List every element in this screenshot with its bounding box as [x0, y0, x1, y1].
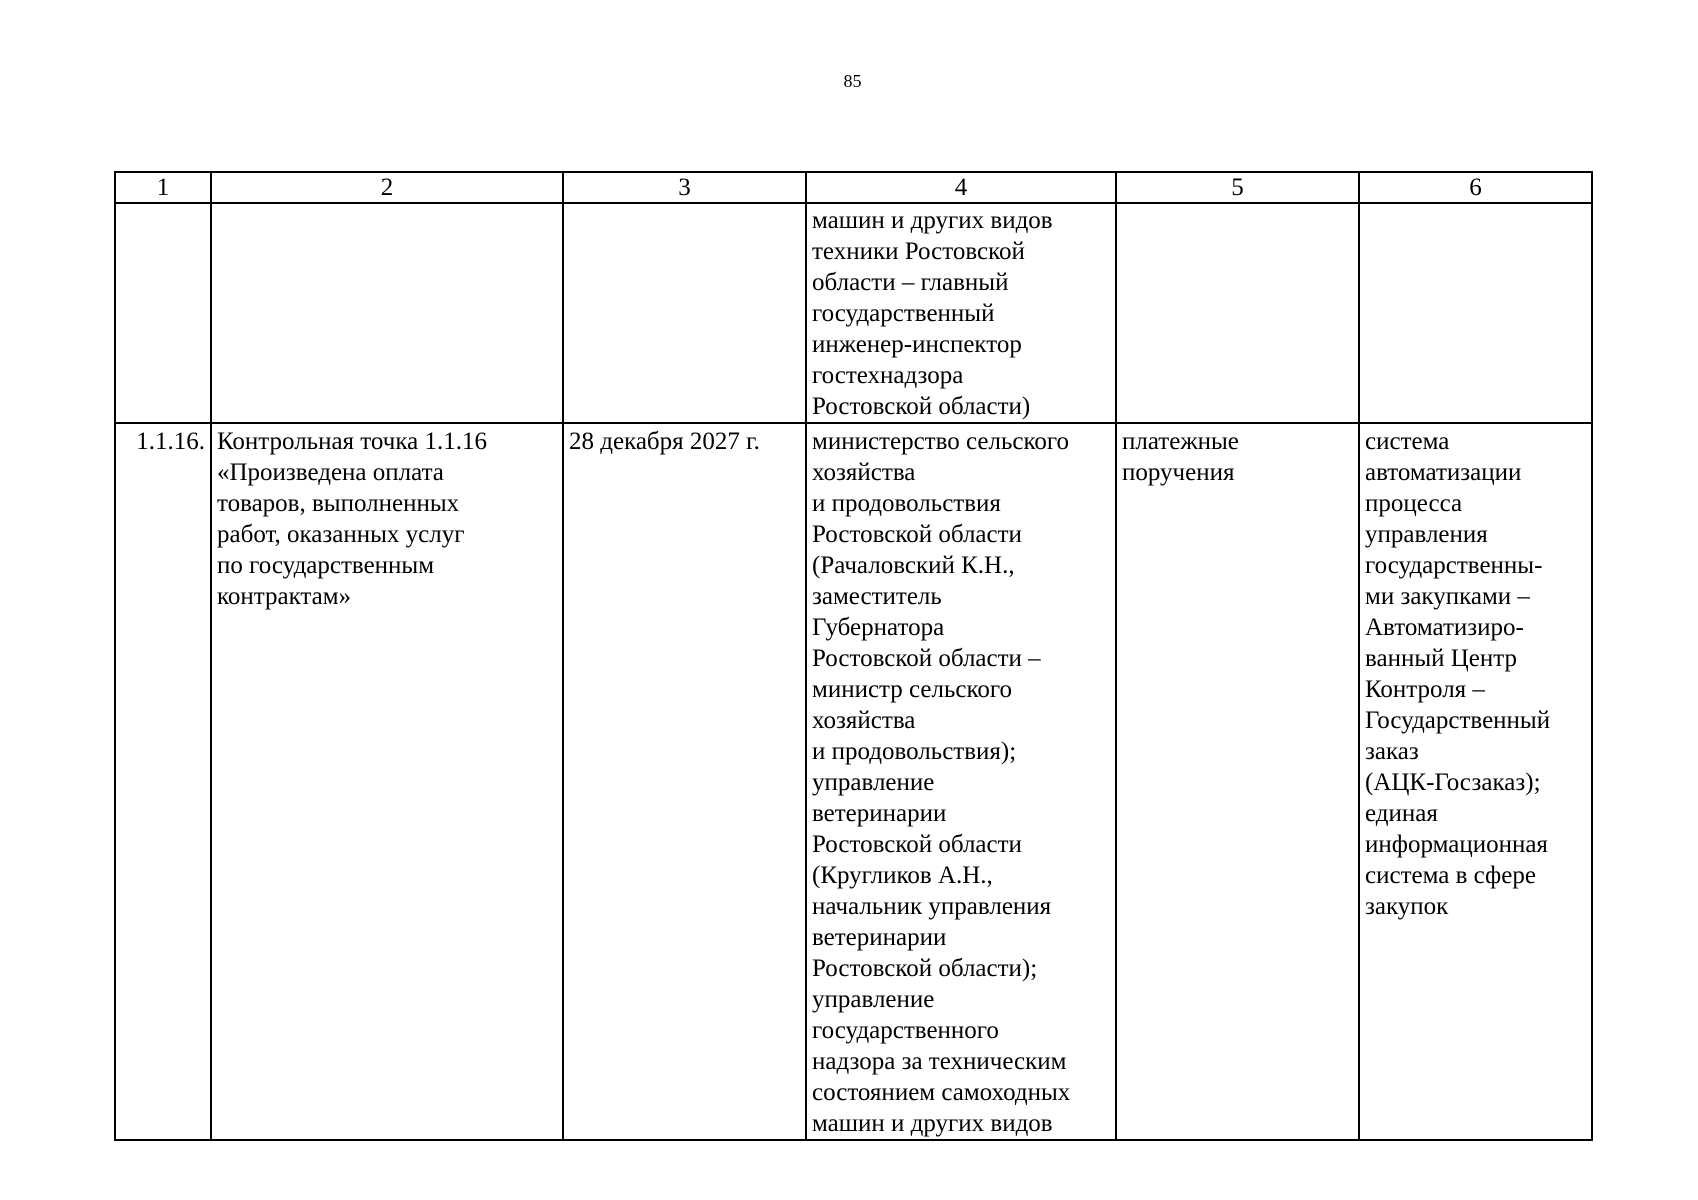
header-cell-2: 2: [211, 172, 563, 203]
cell-text-line: техники Ростовской: [812, 238, 1025, 265]
cell-text-line: процесса: [1365, 490, 1463, 517]
cell-text-line: министерство сельского: [812, 428, 1069, 455]
cell-text-line: начальник управления: [812, 893, 1052, 920]
cell-text-line: платежные: [1122, 428, 1239, 455]
cell-text-line: государственны-: [1365, 552, 1543, 579]
cell-text-line: министр сельского: [812, 676, 1013, 703]
header-cell-6: 6: [1359, 172, 1592, 203]
page-number: 85: [843, 71, 862, 91]
cont-cell-date: [563, 203, 806, 423]
cell-text-line: Государственный: [1365, 707, 1551, 734]
cell-text-line: (АЦК-Госзаказ);: [1365, 769, 1541, 796]
header-cell-1: 1: [115, 172, 211, 203]
cell-responsible: [806, 423, 1116, 1140]
cell-text-line: инженер-инспектор: [812, 331, 1022, 358]
cell-text-line: поручения: [1122, 459, 1235, 486]
table-row-continuation: [115, 203, 1592, 423]
cell-text-line: «Произведена оплата: [217, 459, 444, 486]
cell-text-line: хозяйства: [812, 707, 916, 734]
cont-cell-system: [1359, 203, 1592, 423]
cell-text-line: (Кругликов А.Н.,: [812, 862, 993, 889]
cell-date: [563, 423, 806, 1140]
cell-text-line: хозяйства: [812, 459, 916, 486]
cell-text-line: Ростовской области);: [812, 955, 1038, 982]
cell-text-line: Контрольная точка 1.1.16: [217, 428, 487, 455]
cell-text-line: государственный: [812, 300, 995, 327]
cell-text-line: и продовольствия: [812, 490, 1001, 517]
cell-text-line: система в сфере: [1365, 862, 1536, 889]
cell-text-line: Губернатора: [812, 614, 945, 641]
cell-text-line: Автоматизиро-: [1365, 614, 1524, 641]
table-header-row: [115, 172, 1592, 203]
cell-text-line: Ростовской области –: [812, 645, 1041, 672]
cell-text-line: управления: [1365, 521, 1488, 548]
cell-text-line: 1.1.16.: [136, 428, 205, 455]
cell-text-line: автоматизации: [1365, 459, 1522, 486]
cell-event: [211, 423, 563, 1140]
cell-text-line: ветеринарии: [812, 800, 947, 827]
plan-table: [114, 171, 1593, 1141]
cell-text-line: государственного: [812, 1017, 999, 1044]
cell-text-line: гостехнадзора: [812, 362, 964, 389]
cell-text-line: работ, оказанных услуг: [217, 521, 465, 548]
cell-text-line: машин и других видов: [812, 207, 1053, 234]
cell-text-line: ми закупками –: [1365, 583, 1530, 610]
cont-cell-responsible: [806, 203, 1116, 423]
cell-text-line: закупок: [1365, 893, 1449, 920]
cell-text-line: управление: [812, 769, 935, 796]
cell-text-line: 28 декабря 2027 г.: [569, 428, 760, 455]
table-row-1-1-16: [115, 423, 1592, 1140]
cell-system: [1359, 423, 1592, 1140]
cell-text-line: система: [1365, 428, 1450, 455]
cell-text-line: ванный Центр: [1365, 645, 1518, 672]
cell-text-line: заместитель: [812, 583, 942, 610]
cell-text-line: (Рачаловский К.Н.,: [812, 552, 1015, 579]
cell-text-line: Контроля –: [1365, 676, 1485, 703]
cell-text-line: информационная: [1365, 831, 1548, 858]
cell-text-line: состоянием самоходных: [812, 1079, 1071, 1106]
cell-text-line: товаров, выполненных: [217, 490, 460, 517]
header-cell-4: 4: [806, 172, 1116, 203]
cell-text-line: надзора за техническим: [812, 1048, 1067, 1075]
cell-text-line: управление: [812, 986, 935, 1013]
header-cell-3: 3: [563, 172, 806, 203]
cell-text-line: заказ: [1365, 738, 1419, 765]
cont-cell-document: [1116, 203, 1359, 423]
cont-cell-event: [211, 203, 563, 423]
header-cell-5: 5: [1116, 172, 1359, 203]
cell-text-line: Ростовской области): [812, 393, 1031, 420]
cell-text-line: единая: [1365, 800, 1438, 827]
cell-text-line: Ростовской области: [812, 521, 1022, 548]
cell-document: [1116, 423, 1359, 1140]
cell-text-line: области – главный: [812, 269, 1009, 296]
cell-text-line: машин и других видов: [812, 1110, 1053, 1137]
cell-text-line: и продовольствия);: [812, 738, 1017, 765]
cell-number: [115, 423, 211, 1140]
cont-cell-number: [115, 203, 211, 423]
cell-text-line: ветеринарии: [812, 924, 947, 951]
cell-text-line: контрактам»: [217, 583, 352, 610]
cell-text-line: Ростовской области: [812, 831, 1022, 858]
cell-text-line: по государственным: [217, 552, 435, 579]
